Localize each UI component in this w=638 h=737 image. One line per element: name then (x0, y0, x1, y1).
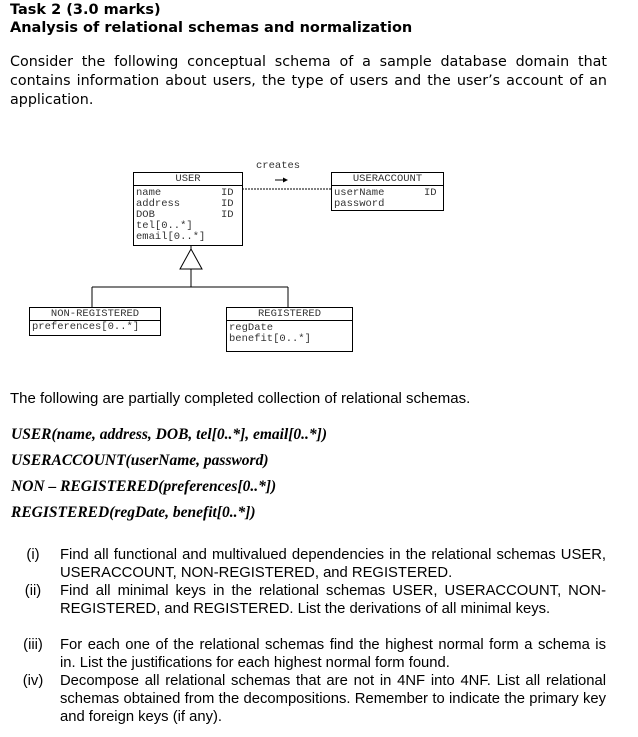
user-id-marker: ID (221, 187, 234, 199)
questions-list (0, 546, 638, 736)
user-attr-dob: DOB (136, 209, 155, 221)
question-text: Find all minimal keys in the relational schemas USER, USERACCOUNT, NON-REGISTERED, and REGISTERED. List the derivations of all minimal keys. (60, 583, 606, 617)
question-number: (i) (26, 547, 40, 563)
generalization-triangle-icon (180, 249, 202, 269)
useraccount-entity-title: USERACCOUNT (332, 173, 443, 186)
registered-attr-benefit: benefit[0..*] (229, 333, 311, 345)
user-id-marker: ID (221, 209, 234, 221)
user-entity-title: USER (134, 173, 242, 186)
useraccount-attr-password: password (334, 198, 385, 210)
question-number: (iii) (23, 637, 43, 653)
useraccount-attr-username: userName (334, 187, 385, 199)
registered-attr-regdate: regDate (229, 322, 274, 334)
user-attr-email: email[0..*] (136, 231, 206, 243)
user-attr-name: name (136, 187, 162, 199)
question-text: For each one of the relational schemas find the highest normal form a schema is in. List the justifications for each highest normal form found. (60, 637, 606, 671)
schema-user: USER(name, address, DOB, tel[0..*], email[0..*]) (11, 426, 328, 443)
user-attr-tel: tel[0..*] (136, 220, 193, 232)
user-attr-address: address (136, 198, 181, 210)
relational-schemas (11, 425, 327, 529)
user-id-marker: ID (221, 198, 234, 210)
schema-useraccount: USERACCOUNT(userName, password) (11, 452, 269, 469)
question-text: Decompose all relational schemas that are not in 4NF into 4NF. List all relational schemas obtained from the decompositions. Remember to indicate the primary key and foreign keys (if any). (60, 673, 606, 725)
user-entity-box (133, 172, 243, 246)
useraccount-entity-box (331, 172, 444, 211)
question-text: Find all functional and multivalued dependencies in the relational schemas USER, USERACCOUNT, NON-REGISTERED, and REGISTERED. (60, 547, 606, 581)
nonregistered-attr-preferences: preferences[0..*] (32, 321, 140, 333)
schema-registered: REGISTERED(regDate, benefit[0..*]) (11, 504, 256, 521)
task-title: Task 2 (3.0 marks) (10, 2, 161, 18)
nonregistered-entity-title: NON-REGISTERED (30, 308, 160, 321)
registered-entity-title: REGISTERED (227, 308, 352, 321)
registered-entity-box (226, 307, 353, 352)
intro-paragraph: Consider the following conceptual schema of a sample database domain that contains information about users, the type of users and the user’s account of an application. (10, 54, 607, 108)
nonregistered-entity-box (29, 307, 161, 336)
question-number: (ii) (24, 583, 42, 599)
conceptual-schema-diagram (0, 155, 638, 355)
schemas-lead: The following are partially completed collection of relational schemas. (10, 390, 471, 407)
direction-arrow-head (283, 178, 288, 183)
question-number: (iv) (22, 673, 44, 689)
schema-nonregistered: NON – REGISTERED(preferences[0..*]) (11, 478, 277, 495)
association-label: creates (256, 160, 301, 172)
task-subtitle: Analysis of relational schemas and normalization (10, 20, 413, 36)
useraccount-id-marker: ID (424, 187, 437, 199)
